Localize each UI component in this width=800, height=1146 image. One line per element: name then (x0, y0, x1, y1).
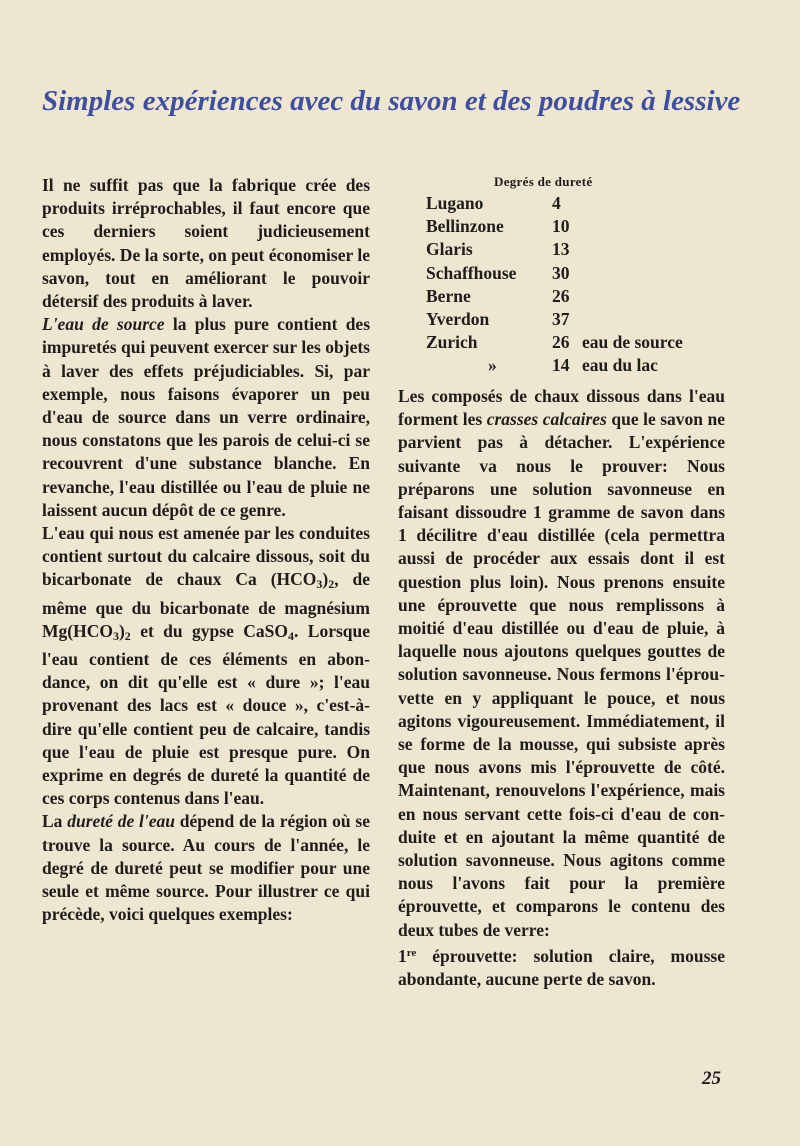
table-row (426, 308, 726, 331)
table-row (426, 215, 726, 238)
hardness-note (578, 215, 582, 238)
emphasis-lime-scale: crasses calcaires (486, 409, 607, 430)
table-row (426, 262, 726, 285)
subscript: 3 (112, 628, 119, 643)
hardness-degrees: 4 (552, 193, 561, 213)
right-column (398, 385, 725, 991)
hardness-table (426, 172, 726, 378)
paragraph-intro: Il ne suffit pas que la fabrique crée des produits irréprochables, il faut encore que ces derniers soient judicieusement employés. De la sorte, on peut économiser le savon, tout en améliorant le pouvoir détersif des produits à laver. (42, 175, 370, 312)
paragraph-hardness (42, 810, 370, 926)
city-name: Zurich (426, 332, 478, 353)
hardness-note: eau du lac (582, 355, 658, 376)
table-row (426, 331, 726, 354)
subscript: 3 (316, 577, 323, 592)
city-name: Berne (426, 285, 471, 306)
paragraph-spring-water-text: la plus pure contient des impuretés qui peuvent exercer sur les objets à laver des effets préjudiciables. Si, par exemple, nous faisons évaporer un peu d'eau de source dans un verre ordinaire, nous constatons que les parois de celui-ci se recouvrent d'une substance blanche. En revanche, l'eau distillée ou l'eau de pluie ne laissent aucun dépôt de ce genre. (42, 314, 370, 520)
subscript: 4 (288, 628, 294, 643)
paragraph-spring-water (42, 313, 370, 522)
hardness-degrees: 13 (552, 239, 570, 260)
table-row (426, 285, 726, 308)
hardness-degrees: 14 (552, 355, 570, 376)
chem-text: , de même que du bicarbonate de magnésium Mg(HCO (42, 569, 371, 641)
hardness-note (578, 285, 582, 308)
subscript: 2 (124, 628, 131, 643)
city-name: Yverdon (426, 308, 490, 329)
hardness-degrees: 37 (552, 308, 570, 329)
hardness-note (578, 308, 582, 331)
chem-text: ) (118, 620, 125, 641)
city-name: Bellinzone (426, 216, 504, 237)
chem-text: . Lorsque l'eau contient de ces éléments en abondance, on dit qu'elle est « dure »; l'eau provenant des lacs est « douce », c'est-à-dire qu'elle contient peu de calcaire, tandis que l'eau de pluie est presque pure. On exprime en degrés de dureté la quantité de ces corps contenus dans l'eau. (42, 620, 371, 809)
city-name: Schaffhouse (426, 262, 517, 283)
hardness-degrees: 26 (552, 332, 570, 353)
emphasis-spring-water: L'eau de source (42, 314, 165, 335)
hardness-note (578, 192, 582, 215)
hardness-degrees: 10 (552, 216, 570, 237)
hardness-degrees: 30 (552, 262, 570, 283)
experiment-text: 1 (398, 945, 407, 966)
city-name: Glaris (426, 239, 473, 260)
hardness-note (578, 238, 582, 261)
subscript: 2 (328, 577, 335, 592)
chem-text: L'eau qui nous est amenée par les conduites contient surtout du calcaire dissous, soit du bicarbonate de chaux Ca (HCO (42, 523, 370, 590)
paragraph-experiment (398, 385, 725, 991)
city-name-ditto: » (488, 355, 497, 376)
hardness-text: La (42, 811, 68, 832)
chem-text: ) (322, 569, 329, 590)
city-name: Lugano (426, 193, 484, 213)
emphasis-hardness: dureté de l'eau (67, 811, 175, 832)
left-column (42, 174, 370, 927)
hardness-text: dépend de la région où se trouve la source. Au cours de l'année, le degré de dureté peut se modifier pour une seule et même source. Pour illustrer ce qui précède, voici quelques exemples: (42, 811, 370, 925)
experiment-text: éprouvette: solution claire, mousse abondante, aucune perte de savon. (398, 945, 725, 990)
experiment-text: Les composés de chaux dissous dans l'eau forment les (398, 386, 725, 430)
table-row (426, 354, 726, 377)
hardness-degrees: 26 (552, 285, 570, 306)
hardness-note: eau de source (582, 332, 683, 353)
table-row (426, 192, 726, 215)
hardness-note (578, 262, 582, 285)
experiment-text: que le savon ne parvient pas à détacher. L'expérience suivante va nous le prouver: Nous préparons une solution savonneuse en faisant dissoudre 1 gramme de savon dans 1 décilitre d'eau distillée (cela permettra aussi de procéder aux essais dont il est question plus loin). Nous prenons ensuite une éprouvette que nous remplissons à moitié d'eau distillée ou d'eau de pluie, à laquelle nous ajoutons quelques gouttes de solution savonneuse. Nous fermons l'éprouvette en y appliquant le pouce, et nous agitons vigoureusement. Immédiatement, il se forme de la mousse, qui subsiste après que nous avons mis l'éprouvette de côté. Maintenant, renouvelons l'expérience, mais en nous servant cette fois-ci d'eau de conduite et en ajoutant la même quantité de solution savonneuse. Nous agitons comme nous l'avons fait pour la première éprouvette, et comparons le contenu des deux tubes de verre: (398, 409, 725, 940)
paragraph-tap-water (42, 522, 370, 810)
page-number: 25 (702, 1068, 721, 1089)
superscript: re (406, 946, 417, 959)
page-title: Simples expériences avec du savon et des poudres à lessive (42, 85, 741, 117)
chem-text: et du gypse CaSO (130, 620, 288, 641)
hardness-table-header: Degrés de dureté (494, 174, 593, 189)
table-row (426, 238, 726, 261)
